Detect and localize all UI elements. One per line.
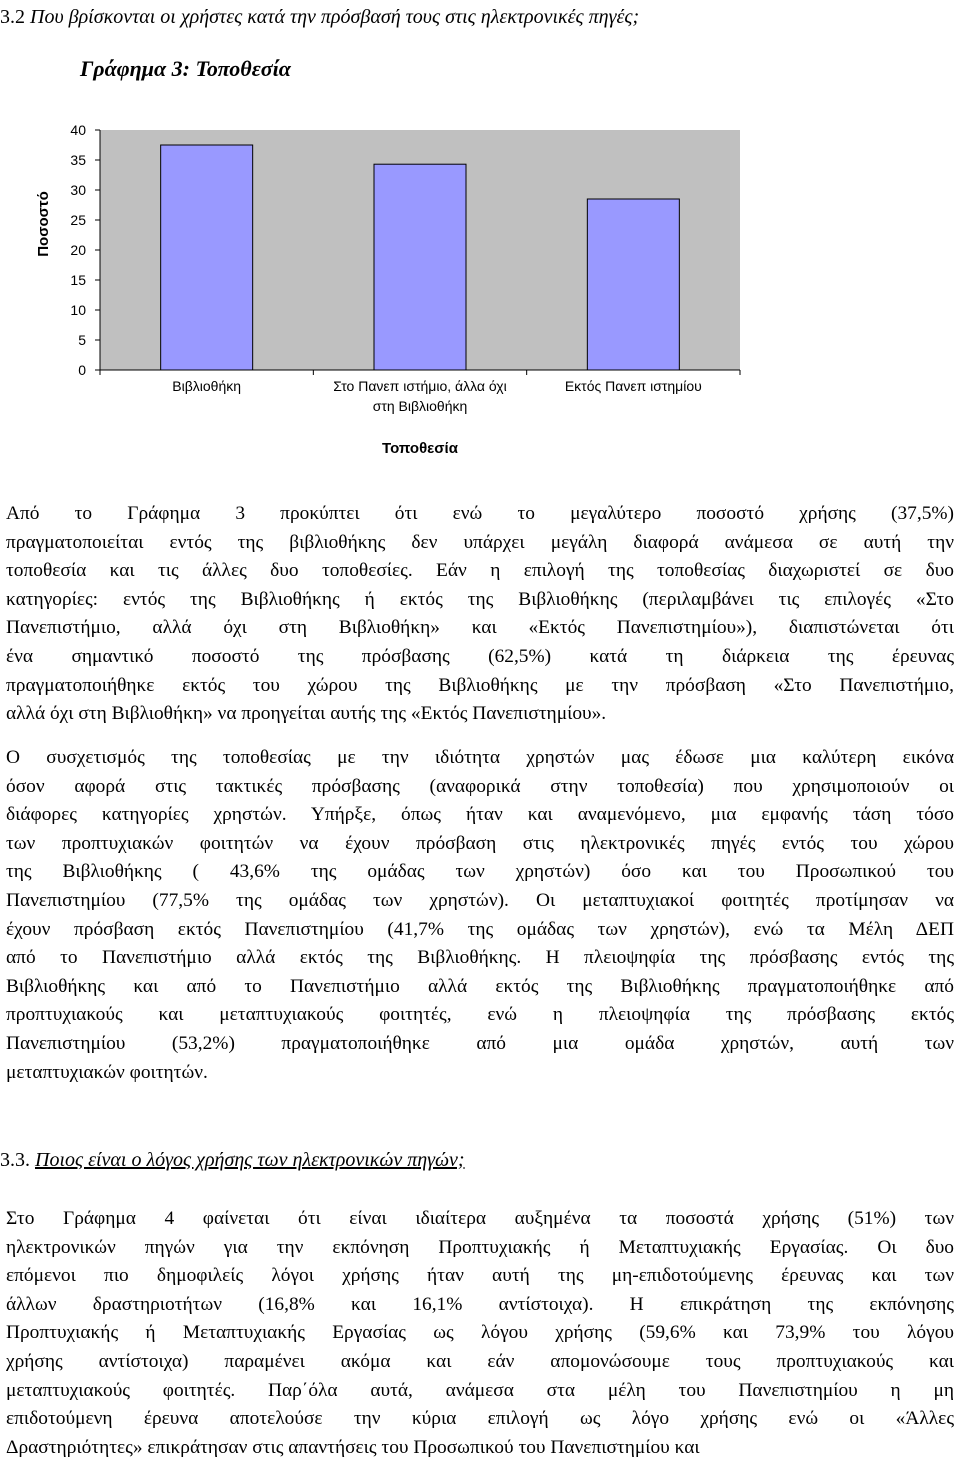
text-line: Πανεπιστημίου (77,5% της ομάδας των χρηστών). Οι μεταπτυχιακοί φοιτητές προτίμησαν να	[6, 889, 954, 911]
text-line: Από το Γράφημα 3 προκύπτει ότι ενώ το μεγαλύτερο ποσοστό χρήσης (37,5%)	[6, 503, 954, 524]
x-tick-label: Βιβλιοθήκη	[172, 378, 242, 394]
section-number: 3.2	[0, 6, 25, 28]
text-line: Δραστηριότητες» επικράτησαν στις απαντήσεις του Προσωπικού του Πανεπιστημίου και	[6, 1436, 700, 1458]
text-line: άλλων δραστηριοτήτων (16,8% και 16,1% αντίστοιχα). Η επικράτηση της εκπόνησης	[6, 1293, 954, 1315]
y-tick-label: 10	[70, 302, 86, 318]
paragraph-usage-reason	[6, 1205, 954, 1462]
text-line: της Βιβλιοθήκης ( 43,6% της ομάδας των χρηστών) όσο και του Προσωπικού του	[6, 861, 954, 883]
text-line: Ο συσχετισμός της τοποθεσίας με την ιδιότητα χρηστών μας έδωσε μια καλύτερη εικόνα	[6, 747, 954, 768]
section-title: Που βρίσκονται οι χρήστες κατά την πρόσβασή τους στις ηλεκτρονικές πηγές;	[30, 6, 640, 28]
text-line: Πανεπιστημίου (53,2%) πραγματοποιήθηκε από μια ομάδα χρηστών, αυτή των	[6, 1032, 954, 1054]
bar	[161, 145, 253, 370]
x-tick-label: Εκτός Πανεπ ιστημίου	[564, 378, 702, 394]
chart-title: Γράφημα 3: Τοποθεσία	[80, 56, 291, 81]
text-line: κατηγορίες: εντός της Βιβλιοθήκης ή εκτός της Βιβλιοθήκης (περιλαμβάνει τις επιλογές «Στο	[6, 588, 954, 610]
text-line: μεταπτυχιακών φοιτητών.	[6, 1061, 208, 1083]
y-tick-label: 35	[70, 152, 86, 168]
text-line: μεταπτυχιακούς φοιτητές. Παρ΄όλα αυτά, ανάμεσα στα μέλη του Πανεπιστημίου η μη	[6, 1379, 954, 1401]
y-tick-label: 30	[70, 182, 86, 198]
bar-chart	[0, 100, 960, 462]
text-line: πραγματοποιήθηκε εκτός του χώρου της Βιβλιοθήκης με την πρόσβαση «Στο Πανεπιστήμιο,	[6, 674, 954, 696]
y-tick-label: 25	[70, 212, 86, 228]
y-tick-label: 40	[70, 122, 86, 138]
text-line: των προπτυχιακών φοιτητών να έχουν πρόσβαση στις ηλεκτρονικές πηγές εντός του χώρου	[6, 832, 954, 854]
text-line: από το Πανεπιστήμιο αλλά εκτός της Βιβλιοθήκης. Η πλειοψηφία της πρόσβασης εντός της	[6, 947, 954, 969]
section-number: 3.3.	[0, 1149, 30, 1171]
y-axis-label: Ποσοστό	[35, 191, 52, 257]
y-tick-label: 15	[70, 272, 86, 288]
text-line: Προπτυχιακής ή Μεταπτυχιακής Εργασίας ως λόγου χρήσης (59,6% και 73,9% του λόγου	[6, 1322, 954, 1344]
text-line: Στο Γράφημα 4 φαίνεται ότι είναι ιδιαίτερα αυξημένα τα ποσοστά χρήσης (51%) των	[6, 1208, 954, 1229]
bar	[587, 199, 679, 370]
y-tick-label: 0	[78, 362, 86, 378]
text-line: Βιβλιοθήκης και από το Πανεπιστήμιο αλλά εκτός της Βιβλιοθήκης πραγματοποιήθηκε από	[6, 975, 954, 997]
x-tick-label: στη Βιβλιοθήκη	[372, 398, 468, 414]
y-tick-label: 20	[70, 242, 86, 258]
section-title: Ποιος είναι ο λόγος χρήσης των ηλεκτρονικών πηγών;	[35, 1149, 465, 1171]
text-line: Πανεπιστήμιο, αλλά όχι στη Βιβλιοθήκη» και «Εκτός Πανεπιστημίου»), διαπιστώνεται ότι	[6, 617, 954, 639]
text-line: προπτυχιακούς και μεταπτυχιακούς φοιτητές, ενώ η πλειοψηφία της πρόσβασης εκτός	[6, 1004, 954, 1026]
paragraph-location-analysis	[6, 500, 954, 729]
text-line: επόμενοι πιο δημοφιλείς λόγοι χρήσης ήταν αυτή της μη-επιδοτούμενης έρευνας και των	[6, 1265, 954, 1287]
text-line: διάφορες κατηγορίες χρηστών. Υπήρξε, όπως ήταν και αναμενόμενο, μια εμφανής τάση τόσο	[6, 804, 954, 826]
x-tick-label: Στο Πανεπ ιστήμιο, άλλα όχι	[333, 378, 507, 394]
text-line: αλλά όχι στη Βιβλιοθήκη» να προηγείται αυτής της «Εκτός Πανεπιστημίου».	[6, 703, 607, 725]
paragraph-user-correlation	[6, 744, 954, 1087]
y-tick-label: 5	[78, 332, 86, 348]
text-line: πραγματοποιείται εντός της βιβλιοθήκης δεν υπάρχει μεγάλη διαφορά ανάμεσα σε αυτή την	[6, 531, 954, 553]
text-line: επιδοτούμενη έρευνα αποτελούσε την κύρια επιλογή ως λόγο χρήσης ενώ οι «Άλλες	[6, 1408, 954, 1430]
section-heading-3-2	[0, 6, 639, 29]
text-line: χρήσης αντίστοιχα) παραμένει ακόμα και εάν απομονώσουμε τους προπτυχιακούς και	[6, 1350, 954, 1372]
section-heading-3-3	[0, 1149, 465, 1172]
bar	[374, 164, 466, 370]
text-line: ένα σημαντικό ποσοστό της πρόσβασης (62,5%) κατά τη διάρκεια της έρευνας	[6, 645, 954, 667]
x-axis-label: Τοποθεσία	[382, 440, 458, 457]
text-line: έχουν πρόσβαση εκτός Πανεπιστημίου (41,7% της ομάδας των χρηστών), ενώ τα Μέλη ΔΕΠ	[6, 918, 954, 940]
text-line: τοποθεσία και τις άλλες δυο τοποθεσίες. Εάν η επιλογή της τοποθεσίας διαχωριστεί σε δυο	[6, 560, 954, 582]
text-line: ηλεκτρονικών πηγών για την εκπόνηση Προπτυχιακής ή Μεταπτυχιακής Εργασίας. Οι δυο	[6, 1236, 954, 1258]
text-line: όσον αφορά στις τακτικές πρόσβασης (αναφορικά στην τοποθεσία) που χρησιμοποιούν οι	[6, 775, 954, 797]
